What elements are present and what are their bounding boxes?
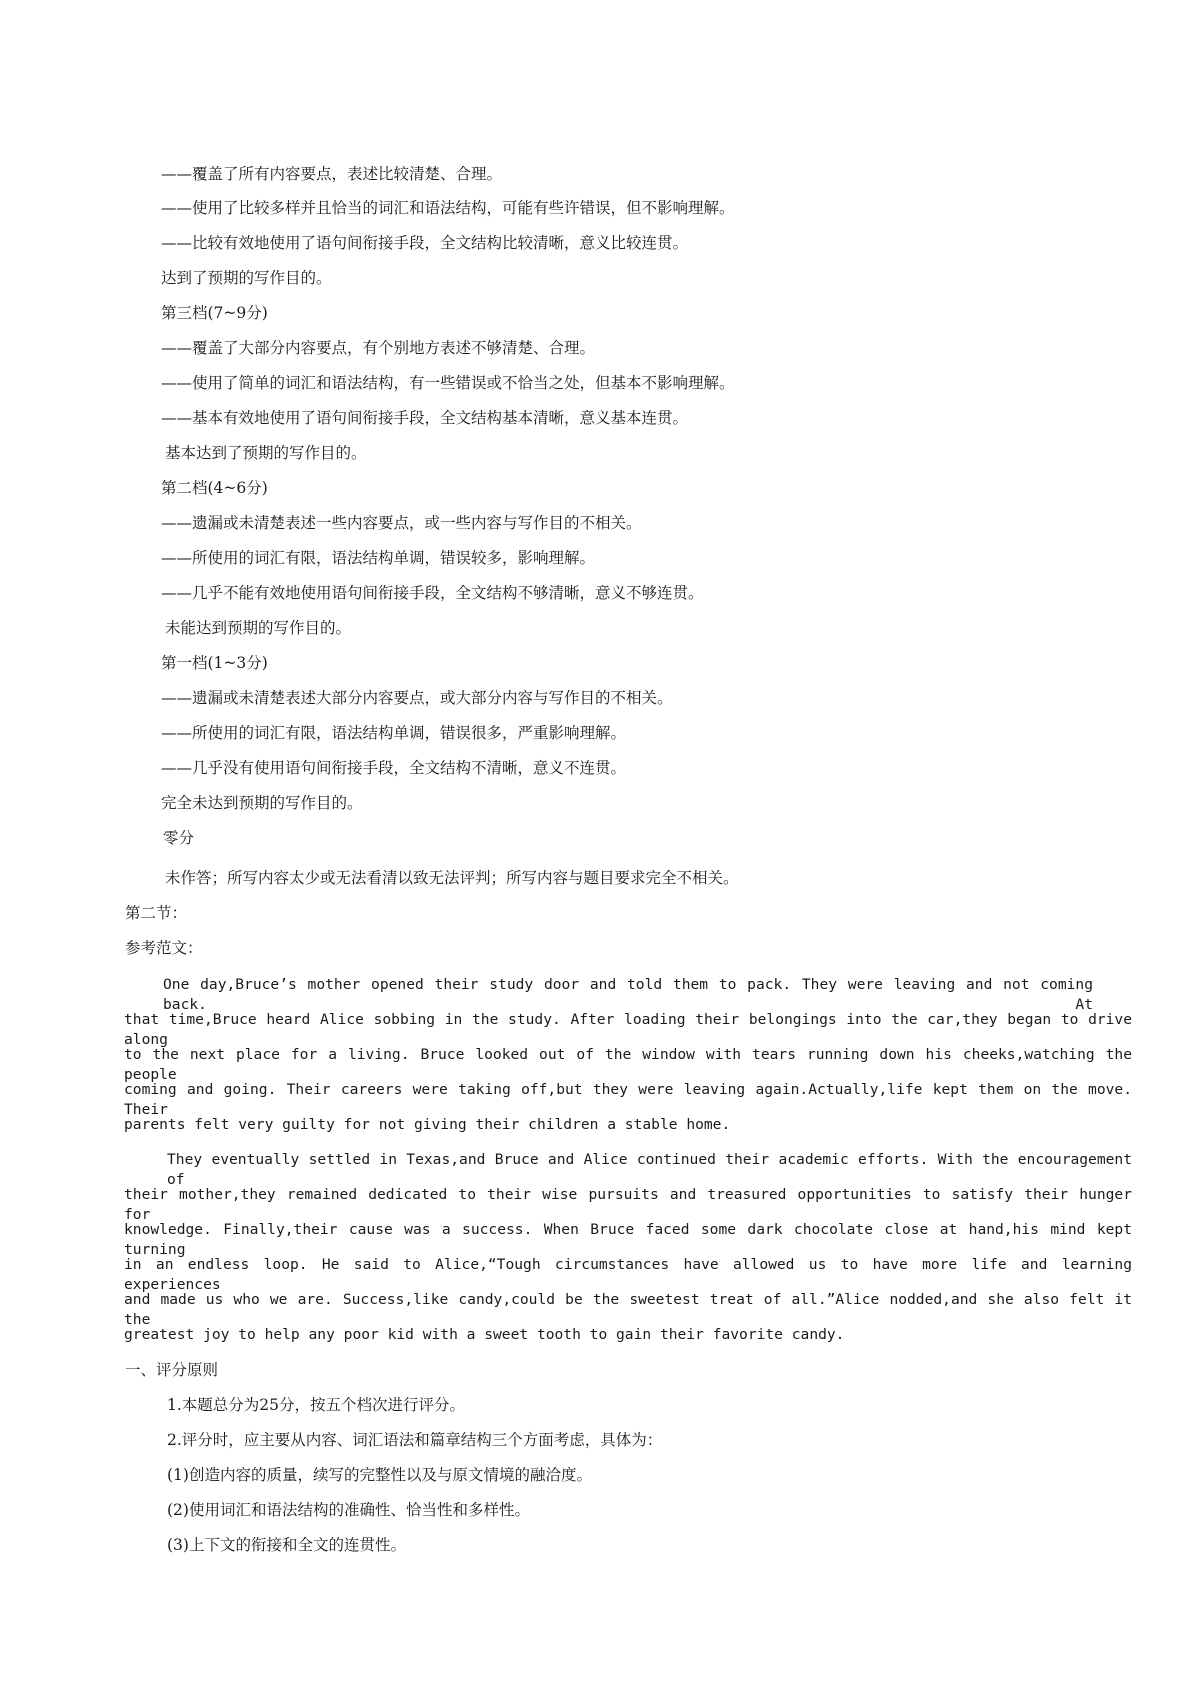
essay-p2-line-2: their mother,they remained dedicated to their wise pursuits and treasured opportunities to satisfy their hunger for: [124, 1186, 1132, 1223]
essay-p2-line-5: and made us who we are. Success,like candy,could be the sweetest treat of all.”Alice nodded,and she also felt it the: [124, 1291, 1132, 1328]
tier3-heading: 第三档(7~9分): [161, 304, 268, 322]
tier1-item-3: ——几乎没有使用语句间衔接手段，全文结构不清晰，意义不连贯。: [161, 759, 627, 777]
zero-heading: 零分: [163, 829, 195, 847]
section2-heading: 第二节：: [125, 904, 188, 922]
principle-item-2: 2.评分时，应主要从内容、词汇语法和篇章结构三个方面考虑，具体为：: [167, 1431, 663, 1449]
sample-essay-label: 参考范文：: [125, 939, 203, 957]
essay-p1-line-2: that time,Bruce heard Alice sobbing in the study. After loading their belongings into the car,they began to drive along: [124, 1011, 1132, 1048]
tier1-summary: 完全未达到预期的写作目的。: [161, 794, 363, 812]
essay-p1-line-3: to the next place for a living. Bruce looked out of the window with tears running down his cheeks,watching the people: [124, 1046, 1132, 1083]
tier3-item-2: ——使用了简单的词汇和语法结构，有一些错误或不恰当之处，但基本不影响理解。: [161, 374, 735, 392]
tier2-item-1: ——遗漏或未清楚表述一些内容要点，或一些内容与写作目的不相关。: [161, 514, 642, 532]
principle-sub-2: (2)使用词汇和语法结构的准确性、恰当性和多样性。: [167, 1501, 530, 1519]
tier4-summary: 达到了预期的写作目的。: [161, 269, 332, 287]
principles-heading: 一、评分原则: [125, 1361, 219, 1379]
tier3-summary: 基本达到了预期的写作目的。: [165, 444, 367, 462]
essay-p2-line-3: knowledge. Finally,their cause was a success. When Bruce faced some dark chocolate close at hand,his mind kept turning: [124, 1221, 1132, 1258]
tier2-item-2: ——所使用的词汇有限，语法结构单调，错误较多，影响理解。: [161, 549, 596, 567]
principle-sub-1: (1)创造内容的质量，续写的完整性以及与原文情境的融洽度。: [167, 1466, 592, 1484]
tier2-item-3: ——几乎不能有效地使用语句间衔接手段，全文结构不够清晰，意义不够连贯。: [161, 584, 704, 602]
tier1-heading: 第一档(1~3分): [161, 654, 268, 672]
essay-p2-line-1: They eventually settled in Texas,and Bruce and Alice continued their academic efforts. With the encouragement of: [167, 1151, 1132, 1188]
tier1-item-1: ——遗漏或未清楚表述大部分内容要点，或大部分内容与写作目的不相关。: [161, 689, 673, 707]
essay-p1-line-4: coming and going. Their careers were taking off,but they were leaving again.Actually,life kept them on the move. Their: [124, 1081, 1132, 1118]
tier3-item-3: ——基本有效地使用了语句间衔接手段，全文结构基本清晰，意义基本连贯。: [161, 409, 689, 427]
principle-sub-3: (3)上下文的衔接和全文的连贯性。: [167, 1536, 406, 1554]
tier4-item-3: ——比较有效地使用了语句间衔接手段，全文结构比较清晰，意义比较连贯。: [161, 234, 689, 252]
essay-p1-line-1: One day,Bruce’s mother opened their study door and told them to pack. They were leaving and not coming back. At: [163, 976, 1093, 1013]
tier3-item-1: ——覆盖了大部分内容要点，有个别地方表述不够清楚、合理。: [161, 339, 596, 357]
tier1-item-2: ——所使用的词汇有限，语法结构单调，错误很多，严重影响理解。: [161, 724, 627, 742]
tier2-summary: 未能达到预期的写作目的。: [165, 619, 352, 637]
essay-p2-line-4: in an endless loop. He said to Alice,“Tough circumstances have allowed us to have more life and learning experiences: [124, 1256, 1132, 1293]
essay-p2-line-6: greatest joy to help any poor kid with a sweet tooth to gain their favorite candy.: [124, 1326, 845, 1343]
tier4-item-1: ——覆盖了所有内容要点，表述比较清楚、合理。: [161, 165, 503, 183]
tier4-item-2: ——使用了比较多样并且恰当的词汇和语法结构，可能有些许错误，但不影响理解。: [161, 199, 735, 217]
essay-p1-line-5: parents felt very guilty for not giving their children a stable home.: [124, 1116, 731, 1133]
zero-description: 未作答；所写内容太少或无法看清以致无法评判；所写内容与题目要求完全不相关。: [165, 869, 739, 887]
tier2-heading: 第二档(4~6分): [161, 479, 268, 497]
principle-item-1: 1.本题总分为25分，按五个档次进行评分。: [167, 1396, 466, 1414]
